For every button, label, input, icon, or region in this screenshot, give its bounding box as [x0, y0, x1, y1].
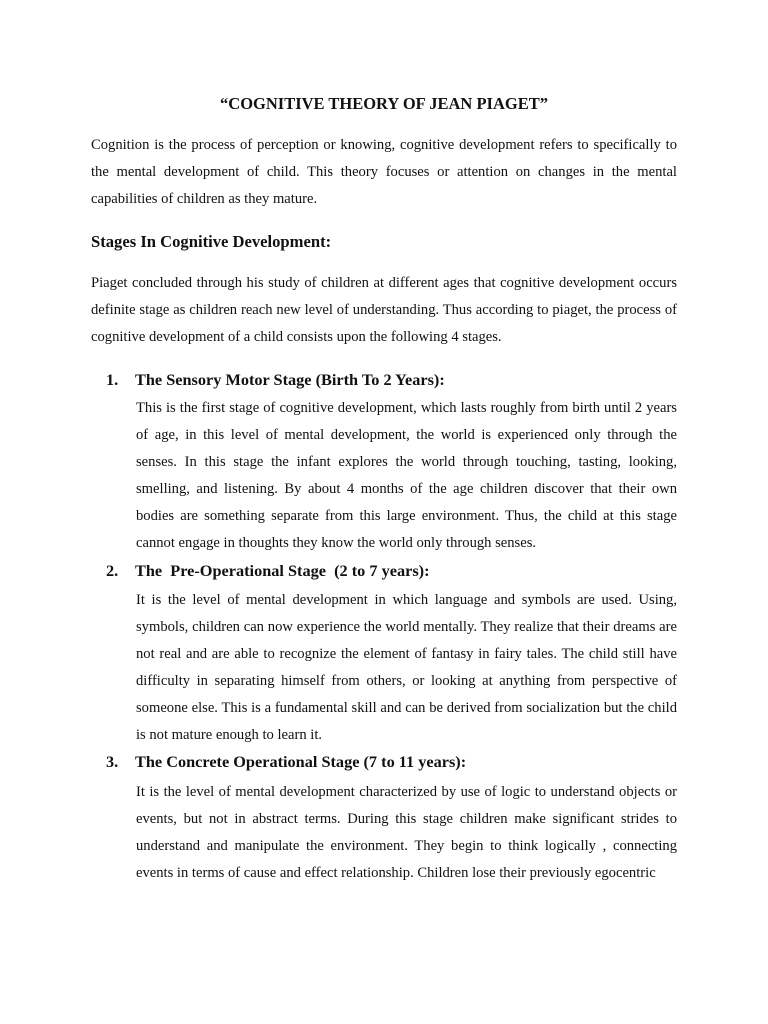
- document-title: “COGNITIVE THEORY OF JEAN PIAGET”: [220, 94, 548, 113]
- stage-1-heading: [106, 370, 445, 390]
- stage-3-heading: [106, 752, 466, 772]
- stage-2-title: The Pre-Operational Stage (2 to 7 years):: [135, 561, 430, 580]
- stage-3-number: 3.: [106, 752, 119, 771]
- intro-paragraph: Cognition is the process of perception or knowing, cognitive development refers to specifically to the mental development of child. This theory focuses or attention on changes in the mental capabilities of children as they mature.: [91, 137, 677, 207]
- stage-3-title: The Concrete Operational Stage (7 to 11 years):: [135, 752, 467, 771]
- stage-1-body: This is the first stage of cognitive development, which lasts roughly from birth until 2 years of age, in this level of mental development, the world is experienced only through the senses. In this stage the infant explores the world through touching, tasting, looking, smelling, and listening. By about 4 months of the age children discover that their own bodies are something separate from this large environment. Thus, the child at this stage cannot engage in thoughts they know the world only through senses.: [136, 400, 677, 551]
- section-intro-paragraph: Piaget concluded through his study of children at different ages that cognitive development occurs definite stage as children reach new level of understanding. Thus according to piaget, the process of cognitive development of a child consists upon the following 4 stages.: [91, 275, 677, 345]
- stage-2-number: 2.: [106, 561, 119, 580]
- section-heading: Stages In Cognitive Development:: [91, 232, 332, 251]
- stage-3-body: It is the level of mental development characterized by use of logic to understand objects or events, but not in abstract terms. During this stage children make significant strides to understand and manipulate the environment. They begin to think logically , connecting events in terms of cause and effect relationship. Children lose their previously egocentric: [136, 784, 677, 881]
- stage-2-body: It is the level of mental development in which language and symbols are used. Using, symbols, children can now experience the world mentally. They realize that their dreams are not real and are able to recognize the element of fantasy in fairy tales. The child still have difficulty in separating himself from others, or looking at anything from perspective of someone else. This is a fundamental skill and can be derived from socialization but the child is not mature enough to learn it.: [136, 592, 677, 743]
- stage-1-number: 1.: [106, 370, 119, 389]
- stage-1-title: The Sensory Motor Stage (Birth To 2 Years):: [135, 370, 445, 389]
- stage-2-heading: [106, 561, 430, 581]
